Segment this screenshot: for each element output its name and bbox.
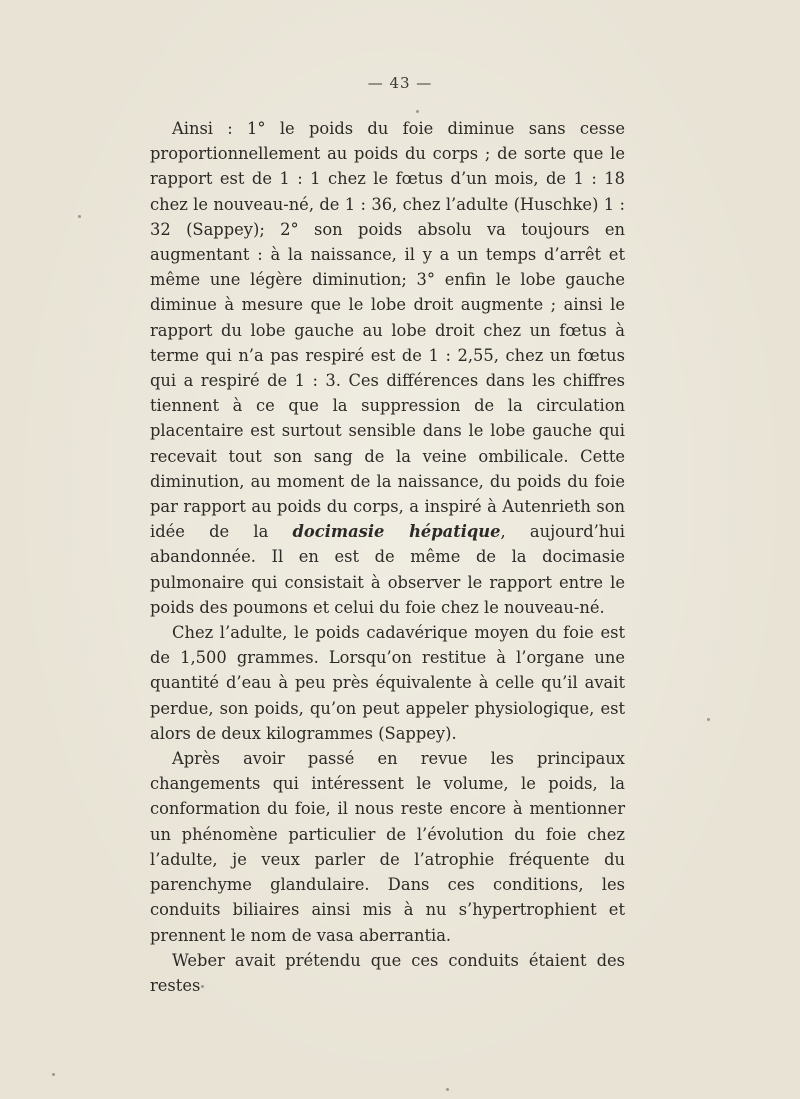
paragraph-3-text: Après avoir passé en revue les principaux changements qui intéressent le volume, le poids, la conformation du foie, il nous reste encore à mentionner un phénomène particulier de l’évolution du foie chez l’adulte, je veux parler de l’atrophie fréquente du parenchyme glandulaire. Dans ces conditions, les conduits biliaires ainsi mis à nu s’hypertrophient et prennent le nom de vasa aberrantia. <box>150 749 625 945</box>
paragraph-3 <box>150 746 625 948</box>
paper-speck <box>446 1088 449 1091</box>
paper-speck <box>52 1073 55 1076</box>
body-text <box>150 116 625 998</box>
paragraph-2-text: Chez l’adulte, le poids cadavérique moyen du foie est de 1,500 grammes. Lorsqu’on restitue à l’organe une quantité d’eau à peu près équivalente à celle qu’il avait perdue, son poids, qu’on peut appeler physiologique, est alors de deux kilogrammes (Sappey). <box>150 623 625 743</box>
page-number: — 43 — <box>367 74 433 92</box>
term-docimasie-hepatique: docimasie hépatique <box>292 522 501 542</box>
paper-speck <box>416 110 419 113</box>
paper-speck <box>201 985 204 988</box>
paragraph-4-text: Weber avait prétendu que ces conduits étaient des restes <box>150 950 625 995</box>
paragraph-1-text-a: Ainsi : 1° le poids du foie diminue sans cesse proportionnellement au poids du corps ; de sorte que le rapport est de 1 : 1 chez le fœtus d’un mois, de 1 : 18 chez le nouveau-né, de 1 : 36, chez l’adulte (Huschke) 1 : 32 (Sappey); 2° son poids absolu va toujours en augmentant : à la naissance, il y a un temps d’arrêt et même une légère diminution; 3° enfin le lobe gauche diminue à mesure que le lobe droit augmente ; ainsi le rapport du lobe gauche au lobe droit chez un fœtus à terme qui n’a pas respiré est de 1 : 2,55, chez un fœtus qui a respiré de 1 : 3. Ces différences dans les chiffres tiennent à ce que la suppression de la circulation placentaire est surtout sensible dans le lobe gauche qui recevait tout son sang de la veine ombilicale. Cette diminution, au moment de la naissance, du poids du foie par rapport au poids du corps, a inspiré à Autenrieth son idée de la <box>150 119 625 542</box>
paragraph-1-text-b: , aujourd’hui abandonnée. Il en est de même de la docimasie pulmonaire qui consistait à observer le rapport entre le poids des poumons et celui du foie chez le nouveau-né. <box>150 522 625 617</box>
paper-speck <box>707 718 710 721</box>
paragraph-4 <box>150 948 625 998</box>
paragraph-2 <box>150 620 625 746</box>
paragraph-1 <box>150 116 625 620</box>
paper-speck <box>78 215 81 218</box>
